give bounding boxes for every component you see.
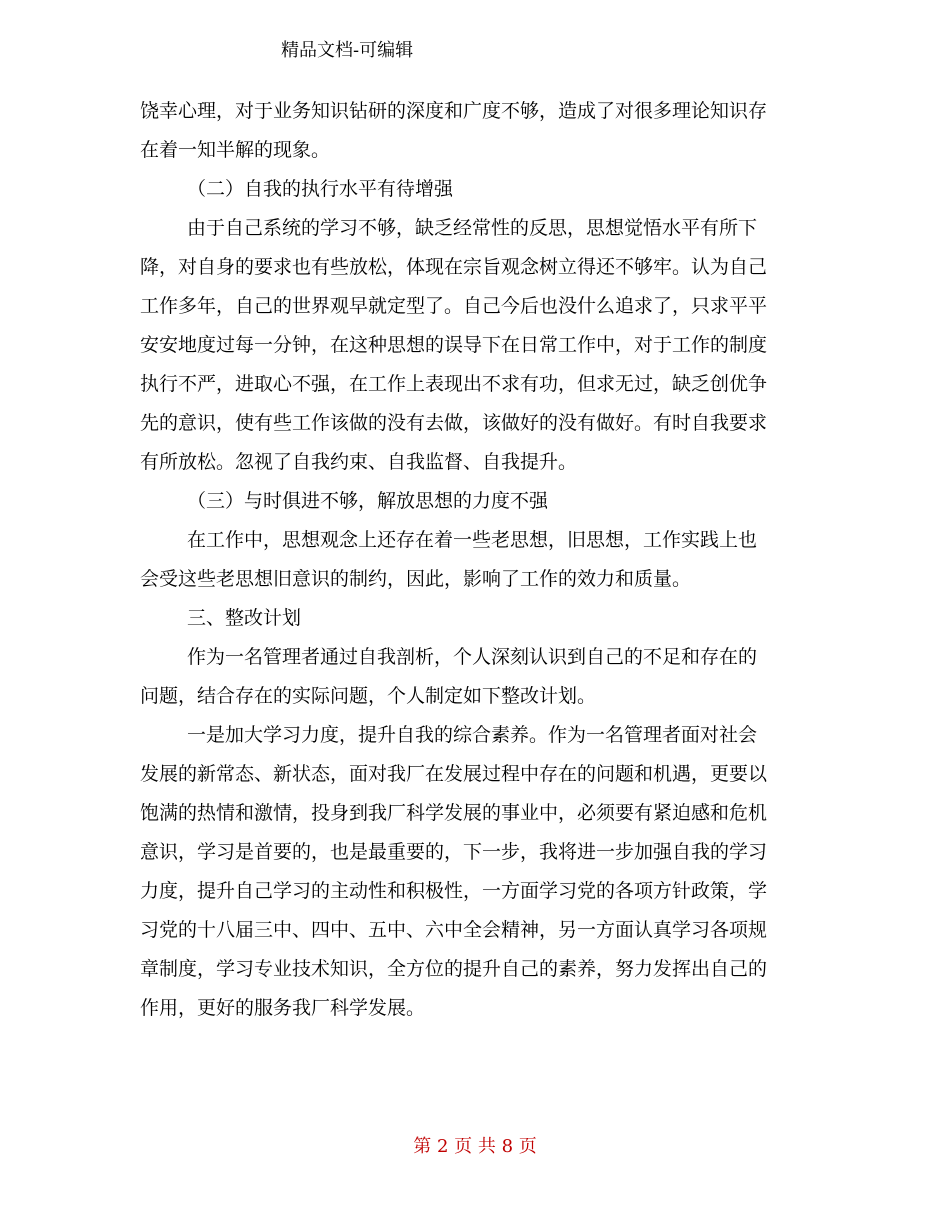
text-line: 有所放松。忽视了自我约束、自我监督、自我提升。	[140, 451, 578, 473]
text-line: 三、整改计划	[187, 607, 302, 629]
text-line: 在工作中，思想观念上还存在着一些老思想，旧思想，工作实践上也	[187, 529, 758, 551]
text-line: 作用，更好的服务我厂科学发展。	[140, 997, 426, 1019]
text-line: 由于自己系统的学习不够，缺乏经常性的反思，思想觉悟水平有所下	[187, 217, 758, 239]
text-line: 问题，结合存在的实际问题，个人制定如下整改计划。	[140, 685, 597, 707]
text-line: 一是加大学习力度，提升自我的综合素养。作为一名管理者面对社会	[187, 724, 758, 746]
page-header: 精品文档-可编辑	[281, 40, 414, 61]
text-line: 作为一名管理者通过自我剖析，个人深刻认识到自己的不足和存在的	[187, 646, 758, 668]
text-line: 习党的十八届三中、四中、五中、六中全会精神，另一方面认真学习各项规	[140, 919, 768, 941]
page-footer: 第 2 页 共 8 页	[413, 1136, 537, 1157]
text-line: 饱满的热情和激情，投身到我厂科学发展的事业中，必须要有紧迫感和危机	[140, 802, 768, 824]
text-line: （二）自我的执行水平有待增强	[187, 178, 454, 200]
document-body	[140, 92, 810, 1028]
text-line: 会受这些老思想旧意识的制约，因此，影响了工作的效力和质量。	[140, 568, 692, 590]
text-line: 安安地度过每一分钟，在这种思想的误导下在日常工作中，对于工作的制度	[140, 334, 768, 356]
text-line: 发展的新常态、新状态，面对我厂在发展过程中存在的问题和机遇，更要以	[140, 763, 768, 785]
text-line: （三）与时俱进不够，解放思想的力度不强	[187, 490, 549, 512]
text-line: 工作多年，自己的世界观早就定型了。自己今后也没什么追求了，只求平平	[140, 295, 768, 317]
text-line: 章制度，学习专业技术知识，全方位的提升自己的素养，努力发挥出自己的	[140, 958, 768, 980]
text-line: 力度，提升自己学习的主动性和积极性，一方面学习党的各项方针政策，学	[140, 880, 768, 902]
text-line: 降，对自身的要求也有些放松，体现在宗旨观念树立得还不够牢。认为自己	[140, 256, 768, 278]
text-line: 意识，学习是首要的，也是最重要的，下一步，我将进一步加强自我的学习	[140, 841, 768, 863]
text-line: 先的意识，使有些工作该做的没有去做，该做好的没有做好。有时自我要求	[140, 412, 768, 434]
text-line: 饶幸心理，对于业务知识钻研的深度和广度不够，造成了对很多理论知识存	[140, 100, 768, 122]
text-line: 在着一知半解的现象。	[140, 139, 331, 161]
text-line: 执行不严，进取心不强，在工作上表现出不求有功，但求无过，缺乏创优争	[140, 373, 768, 395]
